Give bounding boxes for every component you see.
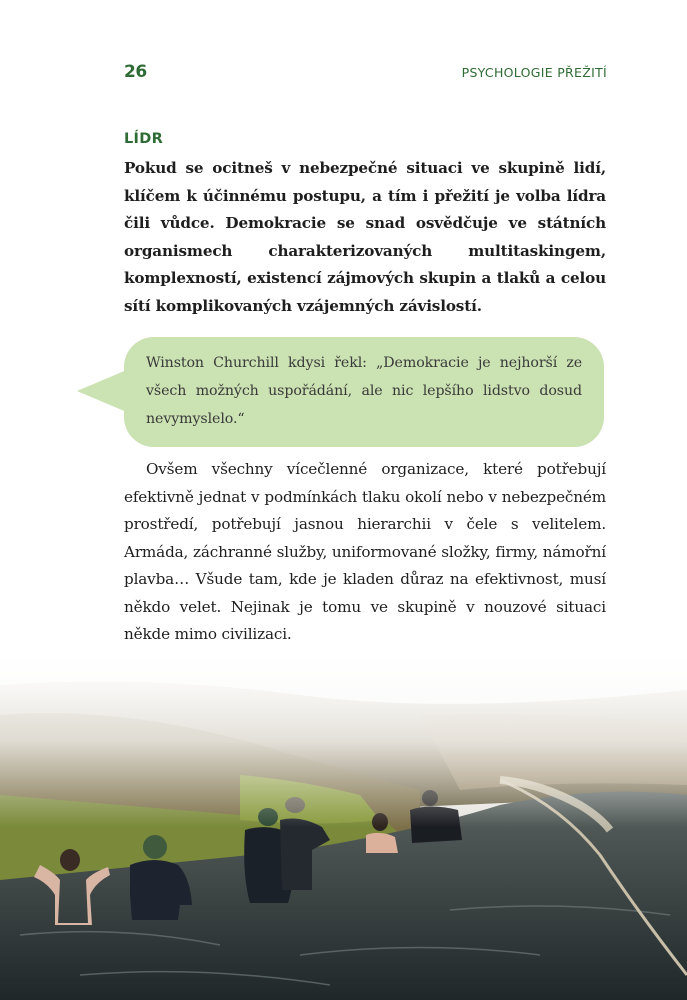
page-number: 26 <box>124 62 147 82</box>
running-title: PSYCHOLOGIE PŘEŽITÍ <box>461 65 607 80</box>
section-heading: LÍDR <box>124 131 164 147</box>
paragraph-body: Ovšem všechny vícečlenné organizace, které potřebují efektivně jednat v podmínkách tlaku okolí nebo v nebezpečném prostředí, potřebují jasnou hierarchii v čele s velitelem. Armáda, záchranné služby, uniformované složky, firmy, námořní plavba… Všude tam, kde je kladen důraz na efektivnost, musí někdo velet. Nejinak je tomu ve skupině v nouzové situaci někde mimo civilizaci. <box>124 460 606 643</box>
quote-text: Winston Churchill kdysi řekl: „Demokracie je nejhorší ze všech možných uspořádání, ale nic lepšího lidstvo dosud nevymyslelo.“ <box>146 355 582 427</box>
river-photo <box>0 655 687 1000</box>
quote-bubble-tail <box>77 369 129 413</box>
paragraph-intro: Pokud se ocitneš v nebezpečné situaci ve skupině lidí, klíčem k účinnému postupu, a tím i přežití je volba lídra čili vůdce. Demokracie se snad osvědčuje ve státních organismech charakterizovaných multitaskingem, komplexností, existencí zájmových skupin a tlaků a celou sítí komplikovaných vzájemných závislostí. <box>124 159 606 315</box>
quote-bubble <box>124 337 604 447</box>
